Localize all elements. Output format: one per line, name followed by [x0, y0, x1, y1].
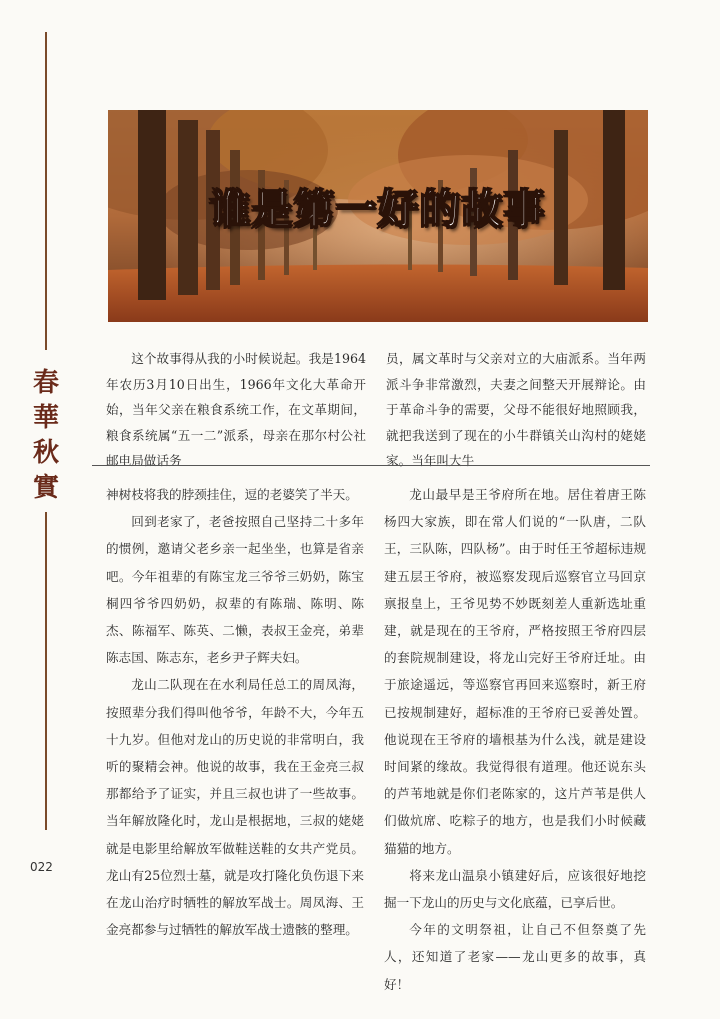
- left-margin-rule-top: [45, 32, 47, 350]
- intro-right-column: [386, 346, 646, 474]
- body-paragraph: 神树枝将我的脖颈挂住，逗的老婆笑了半天。: [106, 487, 358, 502]
- article-title: 谁是第一好的故事: [210, 187, 546, 233]
- column-title-char: 春: [32, 368, 59, 398]
- left-margin-rule-bottom: [45, 512, 47, 830]
- column-title: [24, 366, 68, 506]
- body-left-column: [106, 481, 364, 943]
- body-paragraph: 龙山最早是王爷府所在地。居住着唐王陈杨四大家族，即在常人们说的“一队唐，二队王，三队陈，四队杨”。由于时任王爷超标违规建五层王爷府，被巡察发现后巡察官立马回京禀报皇上，王爷见势不妙既刻差人重新选址重建，就是现在的王爷府，严格按照王爷府四层的套院规制建设，将龙山完好王爷府迁址。由于旅途遥远，等巡察官再回来巡察时，新王府已按规制建好，超标准的王爷府已妥善处置。他说现在王爷府的墙根基为什么浅，就是建设时间紧的缘故。我觉得很有道理。他还说东头的芦苇地就是你们老陈家的，这片芦苇是供人们做炕席、吃粽子的地方，也是我们小时候藏猫猫的地方。: [384, 487, 646, 856]
- column-title-char: 華: [32, 403, 59, 433]
- intro-left-column: [106, 346, 366, 474]
- body-right-column: [384, 481, 646, 998]
- hero-image: [108, 110, 648, 322]
- body-paragraph: 回到老家了，老爸按照自己坚持二十多年的惯例，邀请父老乡亲一起坐坐，也算是省亲吧。今年祖辈的有陈宝龙三爷爷三奶奶，陈宝桐四爷爷四奶奶，叔辈的有陈瑞、陈明、陈杰、陈福军、陈英、二懒，表叔王金亮，弟辈陈志国、陈志东，老乡尹子辉夫妇。: [106, 514, 364, 666]
- body-paragraph: 今年的文明祭祖，让自己不但祭奠了先人，还知道了老家——龙山更多的故事，真好！: [384, 922, 646, 992]
- page-number: 022: [30, 860, 53, 874]
- body-paragraph: 将来龙山温泉小镇建好后，应该很好地挖掘一下龙山的历史与文化底蕴，已享后世。: [384, 867, 646, 911]
- intro-paragraph: 员，属文革时与父亲对立的大庙派系。当年两派斗争非常激烈，夫妻之间整天开展辩论。由于革命斗争的需要，父母不能很好地照顾我，就把我送到了现在的小牛群镇关山沟村的姥姥家。当年叫大牛: [386, 351, 646, 469]
- body-paragraph: 龙山二队现在在水利局任总工的周凤海，按照辈分我们得叫他爷爷，年龄不大，今年五十九岁。但他对龙山的历史说的非常明白，我听的聚精会神。他说的故事，我在王金亮三叔那都给予了证实，并且三叔也讲了一些故事。当年解放隆化时，龙山是根据地，三叔的姥姥就是电影里给解放军做鞋送鞋的女共产党员。龙山有25位烈士墓，就是攻打隆化负伤退下来在龙山治疗时牺牲的解放军战士。周凤海、王金亮都参与过牺牲的解放军战士遗骸的整理。: [106, 677, 364, 938]
- column-title-char: 實: [32, 473, 59, 503]
- intro-paragraph: 这个故事得从我的小时候说起。我是1964年农历3月10日出生，1966年文化大革命开始，当年父亲在粮食系统工作，在文革期间，粮食系统属“五一二”派系，母亲在那尔村公社邮电局做话务: [106, 351, 366, 469]
- column-title-char: 秋: [32, 438, 59, 468]
- section-divider: [92, 465, 650, 466]
